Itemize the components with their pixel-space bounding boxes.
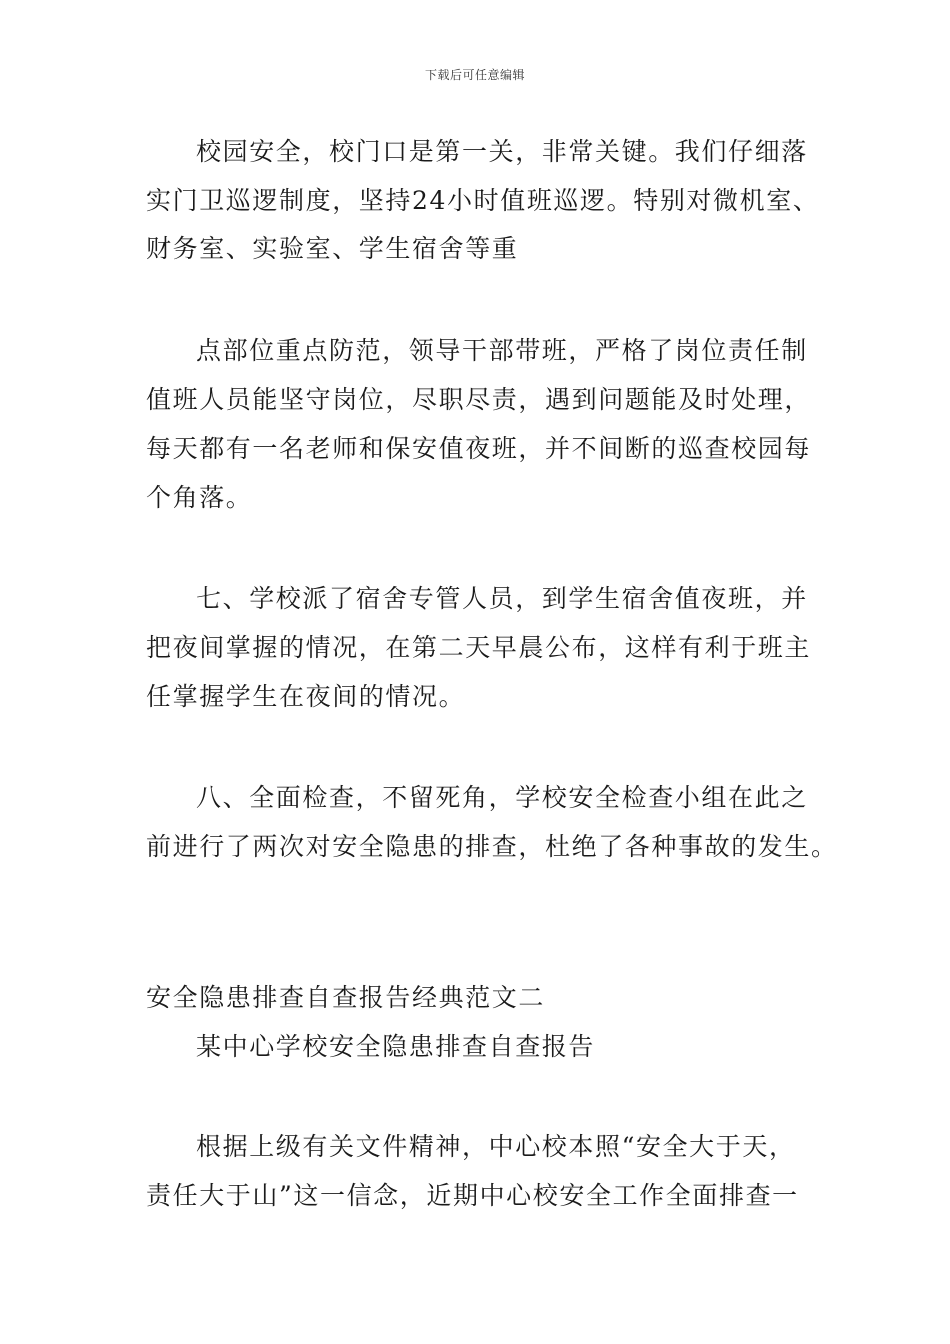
- text-line: 财务室、实验室、学生宿舍等重: [146, 234, 519, 263]
- text-line: 值班人员能坚守岗位，尽职尽责，遇到问题能及时处理，: [146, 385, 812, 414]
- header-note: 下载后可任意编辑: [424, 68, 525, 82]
- report-title: 某中心学校安全隐患排查自查报告: [196, 1032, 596, 1061]
- text-line: 责任大于山”这一信念，近期中心校安全工作全面排查一: [146, 1181, 799, 1210]
- text-line: 个角落。: [146, 483, 253, 512]
- text-line: 根据上级有关文件精神，中心校本照“安全大于天，: [196, 1132, 796, 1161]
- text-line: 实门卫巡逻制度，坚持24小时值班巡逻。特别对微机室、: [146, 186, 820, 215]
- section-title: 安全隐患排查自查报告经典范文二: [146, 983, 546, 1012]
- text-line: 校园安全，校门口是第一关，非常关键。我们仔细落: [196, 137, 808, 166]
- text-line: 每天都有一名老师和保安值夜班，并不间断的巡查校园每: [146, 434, 812, 463]
- text-line: 任掌握学生在夜间的情况。: [146, 682, 466, 711]
- text-line: 七、学校派了宿舍专管人员，到学生宿舍值夜班，并: [196, 584, 808, 613]
- text-line: 前进行了两次对安全隐患的排查，杜绝了各种事故的发生。: [146, 832, 838, 861]
- text-line: 八、全面检查，不留死角，学校安全检查小组在此之: [196, 783, 808, 812]
- text-line: 点部位重点防范，领导干部带班，严格了岗位责任制: [196, 336, 808, 365]
- text-line: 把夜间掌握的情况，在第二天早晨公布，这样有利于班主: [146, 633, 812, 662]
